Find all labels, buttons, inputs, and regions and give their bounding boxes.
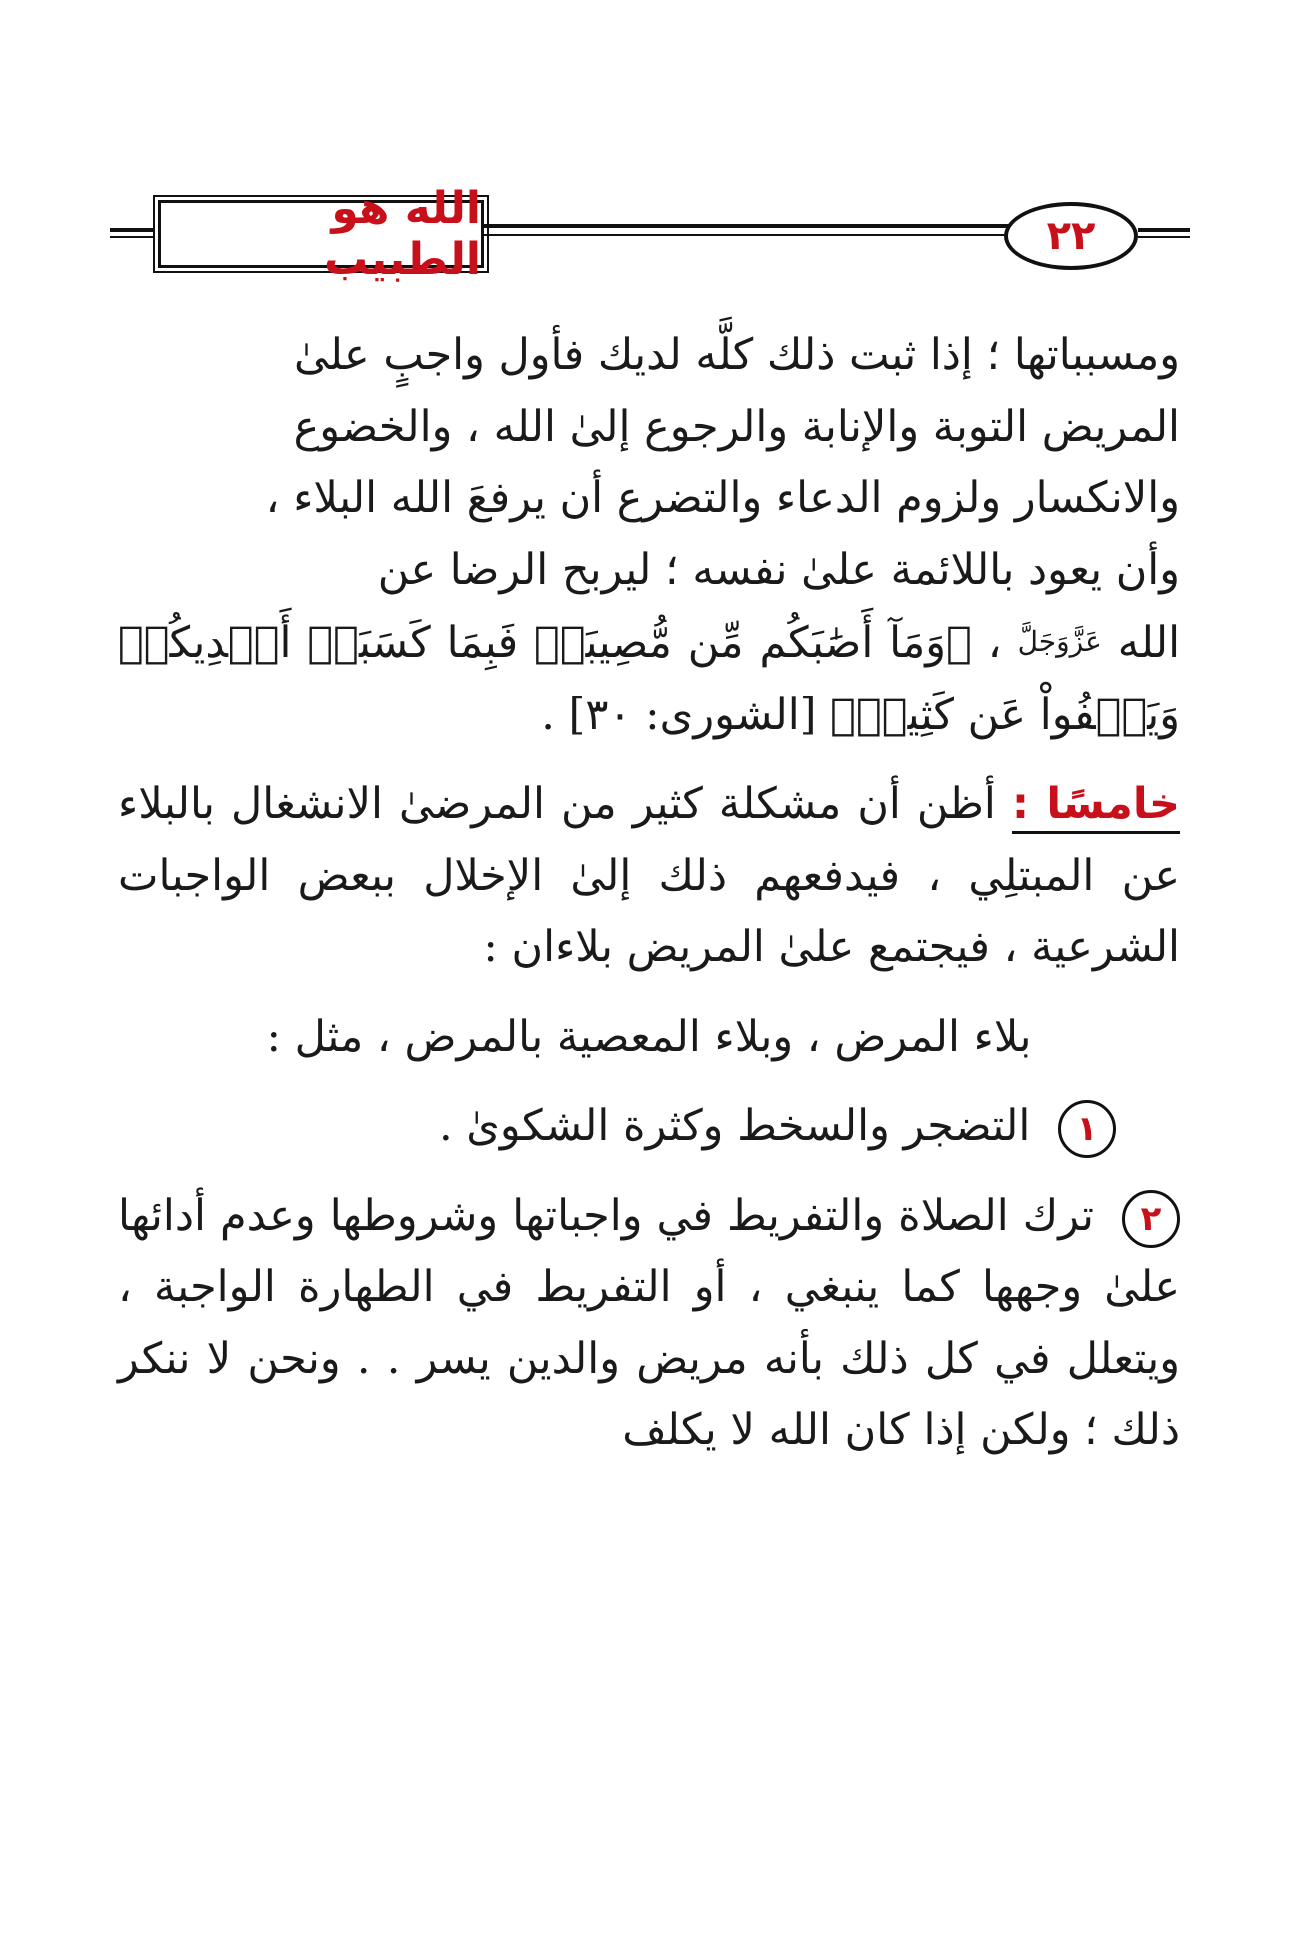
line: ومسبباتها ؛ إذا ثبت ذلك كلَّه لديك فأول واجبٍ علىٰ <box>293 330 1180 380</box>
paragraph-2-text: أظن أن مشكلة كثير من المرضىٰ الانشغال بالبلاء عن المبتلِي ، فيدفعهم ذلك إلىٰ الإخلال ببعض الواجبات الشرعية ، فيجتمع علىٰ المريض بلاءان : <box>118 779 1180 972</box>
item-2-text: ترك الصلاة والتفريط في واجباتها وشروطها وعدم أدائها علىٰ وجهها كما ينبغي ، أو التفريط في الطهارة الواجبة ، ويتعلل في كل ذلك بأنه مريض والدين يسر . . ونحن لا ننكر ذلك ؛ ولكن إذا كان الله لا يكلف <box>118 1190 1180 1455</box>
header-rule-left <box>110 228 158 232</box>
header-rule-middle <box>484 224 1010 228</box>
line: وأن يعود باللائمة علىٰ نفسه ؛ ليربح الرضا عن <box>377 544 1180 595</box>
header-rule-left-thin <box>110 236 158 238</box>
citation: [الشورى: ٣٠] . <box>541 689 817 740</box>
paragraph-2 <box>118 769 1180 984</box>
header-rule-middle-thin <box>484 234 1010 236</box>
quran-close-bracket: ﴾ <box>830 689 856 740</box>
word: الله <box>1117 618 1181 668</box>
paragraph-1 <box>118 320 1180 751</box>
quran-block <box>118 606 1180 751</box>
line: المريض التوبة والإنابة والرجوع إلىٰ الله ، والخضوع <box>293 401 1180 452</box>
page-number-oval <box>1004 202 1138 270</box>
header-rule-right <box>1138 228 1190 232</box>
page-body <box>118 320 1180 1467</box>
page-header <box>110 183 1190 285</box>
paragraph-3: بلاء المرض ، وبلاء المعصية بالمرض ، مثل : <box>266 1011 1032 1062</box>
item-1-text: التضجر والسخط وكثرة الشكوىٰ . <box>438 1101 1031 1151</box>
quran-verse: وَمَآ أَصَٰبَكُم مِّن مُّصِيبَةٖ فَبِمَا كَسَبَتۡ أَيۡدِيكُمۡ وَيَعۡفُواْ عَن كَثِيرٖ <box>118 618 1180 740</box>
quran-open-bracket: ﴿ <box>946 618 972 668</box>
honorific: عَزَّوَجَلَّ <box>1017 625 1102 658</box>
header-title-box <box>158 183 484 285</box>
header-rule-right-thin <box>1138 236 1190 238</box>
comma: ، <box>987 618 1002 668</box>
header-title: الله هو الطبيب <box>324 183 481 285</box>
section-lead: خامسًا : <box>1012 779 1180 834</box>
list-item-1 <box>118 1091 1180 1163</box>
line: والانكسار ولزوم الدعاء والتضرع أن يرفعَ الله البلاء ، <box>265 473 1180 523</box>
page-number: ٢٢ <box>1046 213 1096 259</box>
item-number-2: ٢ <box>1122 1190 1180 1248</box>
list-item-2 <box>118 1181 1180 1467</box>
item-number-1: ١ <box>1058 1100 1116 1158</box>
